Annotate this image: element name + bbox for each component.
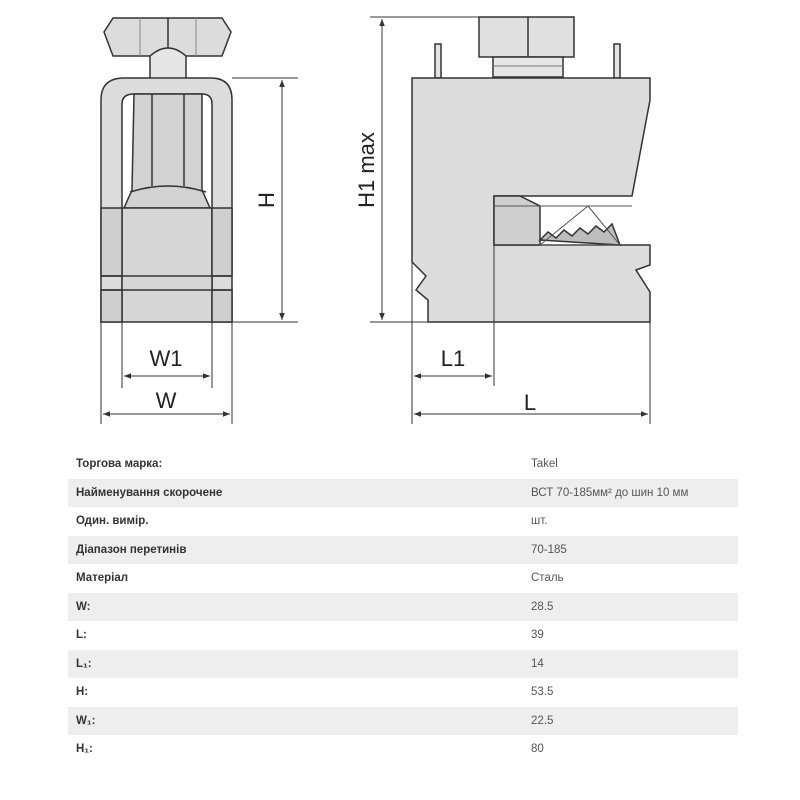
front-pressure-piece (124, 94, 210, 208)
spec-key: Матеріал (76, 572, 129, 585)
spec-row (68, 678, 738, 707)
spec-value: 53.5 (531, 686, 554, 699)
spec-key: W₁: (76, 714, 96, 727)
spec-key: W: (76, 600, 91, 613)
spec-key: Діапазон перетинів (76, 543, 187, 556)
side-view (412, 17, 650, 322)
spec-row (68, 536, 738, 565)
spec-key: Торгова марка: (76, 458, 163, 471)
spec-row (68, 650, 738, 679)
spec-key: H₁: (76, 743, 93, 756)
side-slot (494, 196, 540, 245)
spec-key: Найменування скорочене (76, 486, 223, 499)
front-screw (150, 48, 186, 80)
side-serrated-jaw (540, 224, 620, 245)
dim-h-label: H (254, 192, 279, 208)
spec-value: ВСТ 70-185мм² до шин 10 мм (531, 486, 689, 499)
spec-row (68, 479, 738, 508)
spec-row (68, 735, 738, 764)
spec-row (68, 621, 738, 650)
spec-row (68, 507, 738, 536)
spec-table (68, 450, 738, 764)
spec-key: L: (76, 629, 87, 642)
dim-h1-label: H1 max (354, 132, 379, 208)
side-hex-nut (479, 17, 574, 57)
dim-w1-label: W1 (149, 346, 183, 371)
spec-value: 39 (531, 629, 544, 642)
spec-row (68, 450, 738, 479)
spec-value: 14 (531, 657, 544, 670)
spec-value: шт. (531, 515, 548, 528)
spec-value: Takel (531, 458, 558, 471)
spec-value: 80 (531, 743, 544, 756)
spec-row (68, 564, 738, 593)
dim-l1-label: L1 (440, 346, 466, 371)
dim-w-label: W (155, 388, 177, 413)
spec-value: 28.5 (531, 600, 554, 613)
side-pin-left (435, 44, 441, 78)
side-body (412, 78, 650, 322)
spec-key: H: (76, 686, 89, 699)
spec-key: Один. вимір. (76, 515, 149, 528)
spec-value: Сталь (531, 572, 564, 585)
spec-key: L₁: (76, 657, 92, 670)
front-body (122, 208, 212, 322)
spec-row (68, 593, 738, 622)
dim-l-label: L (523, 390, 537, 415)
spec-value: 70-185 (531, 543, 567, 556)
spec-row (68, 707, 738, 736)
spec-value: 22.5 (531, 714, 554, 727)
side-pin-right (614, 44, 620, 78)
front-view (101, 18, 232, 322)
